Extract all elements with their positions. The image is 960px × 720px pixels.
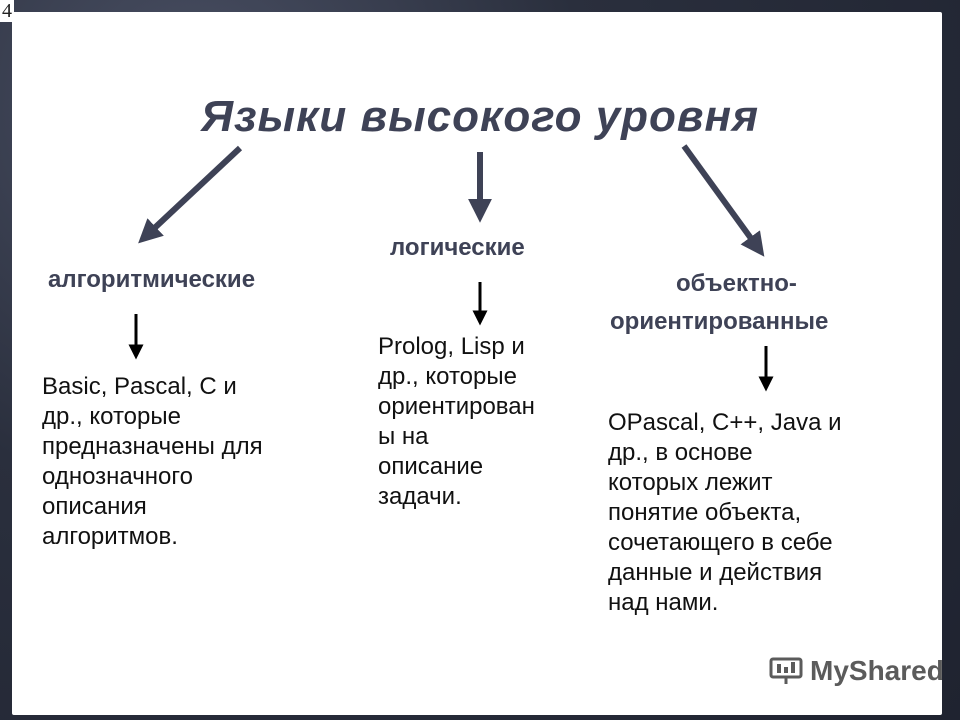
description-line: Basic, Pascal, C и — [42, 373, 237, 400]
description-line: Prolog, Lisp и — [378, 333, 525, 360]
arrow-to-object-oriented — [684, 146, 758, 248]
category-logical: логические — [390, 234, 525, 261]
description-line: описание — [378, 453, 484, 480]
description-line: понятие объекта, — [608, 499, 802, 526]
description-line: данные и действия — [608, 559, 823, 586]
description-line: ориентирован — [378, 393, 535, 420]
description-line: над нами. — [608, 589, 719, 616]
description-line: др., в основе — [608, 439, 753, 466]
description-line: сочетающего в себе — [608, 529, 833, 556]
description-line: задачи. — [378, 483, 462, 510]
category-object-oriented-line1: объектно- — [676, 270, 797, 297]
description-line: ы на — [378, 423, 429, 450]
watermark — [768, 655, 944, 687]
description-object-oriented — [608, 408, 842, 618]
description-line: описания — [42, 493, 147, 520]
description-line: алгоритмов. — [42, 523, 178, 550]
description-line: которых лежит — [608, 469, 773, 496]
description-algorithmic — [42, 372, 263, 552]
diagram-title: Языки высокого уровня — [201, 92, 759, 141]
slide-number: 4 — [2, 0, 12, 22]
description-line: OPascal, C++, Java и — [608, 409, 842, 436]
description-line: др., которые — [42, 403, 181, 430]
presentation-icon — [768, 656, 804, 686]
category-algorithmic: алгоритмические — [48, 266, 256, 293]
arrow-to-algorithmic — [146, 148, 240, 236]
description-line: др., которые — [378, 363, 517, 390]
category-object-oriented-line2: ориентированные — [610, 308, 829, 335]
description-logical — [378, 332, 535, 512]
description-line: предназначены для — [42, 433, 263, 460]
watermark-text: MyShared — [810, 655, 944, 686]
description-line: однозначного — [42, 463, 193, 490]
